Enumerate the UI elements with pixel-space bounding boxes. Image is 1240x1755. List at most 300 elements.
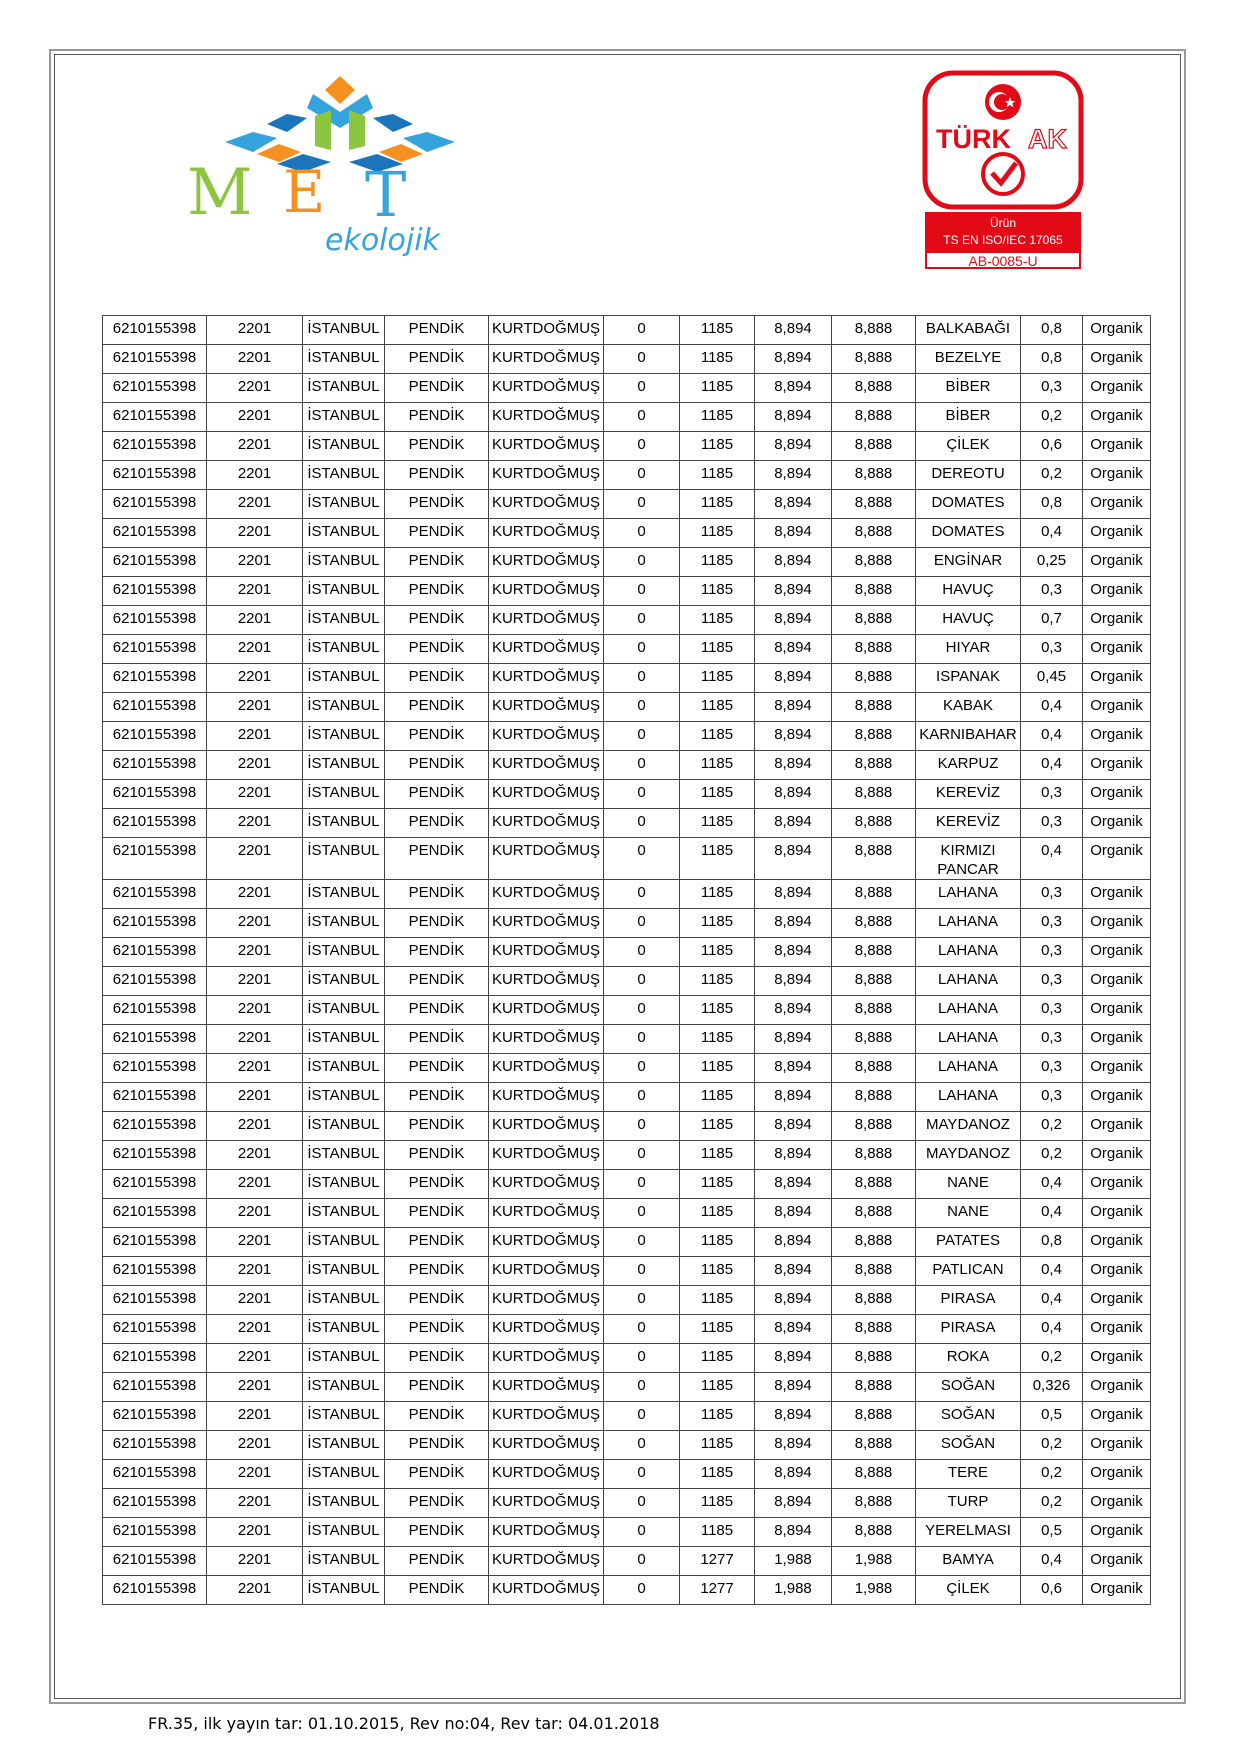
cell-status: Organik <box>1083 374 1151 403</box>
cell-district: PENDİK <box>385 345 489 374</box>
cell-area-a: 8,894 <box>755 1431 832 1460</box>
cell-code: 2201 <box>207 635 303 664</box>
cell-amount: 0,2 <box>1021 403 1083 432</box>
cell-product: LAHANA <box>916 909 1021 938</box>
data-table <box>102 315 1151 1605</box>
cell-value-a: 0 <box>604 938 680 967</box>
cell-area-a: 8,894 <box>755 345 832 374</box>
cell-district: PENDİK <box>385 461 489 490</box>
cell-area-b: 8,888 <box>832 1170 916 1199</box>
cell-product: BALKABAĞI <box>916 316 1021 345</box>
cell-registry-no: 6210155398 <box>103 345 207 374</box>
cell-status: Organik <box>1083 1518 1151 1547</box>
cell-registry-no: 6210155398 <box>103 1518 207 1547</box>
cell-area-a: 8,894 <box>755 403 832 432</box>
cell-value-b: 1185 <box>680 751 755 780</box>
cell-value-b: 1185 <box>680 722 755 751</box>
cell-value-a: 0 <box>604 403 680 432</box>
cell-district: PENDİK <box>385 1170 489 1199</box>
cell-province: İSTANBUL <box>303 403 385 432</box>
cell-area-b: 8,888 <box>832 880 916 909</box>
table-row <box>103 1344 1151 1373</box>
cell-code: 2201 <box>207 664 303 693</box>
cell-product: PIRASA <box>916 1315 1021 1344</box>
cell-registry-no: 6210155398 <box>103 403 207 432</box>
cell-code: 2201 <box>207 1518 303 1547</box>
cell-area-b: 8,888 <box>832 938 916 967</box>
cell-area-b: 8,888 <box>832 1083 916 1112</box>
cell-village: KURTDOĞMUŞ <box>489 1112 604 1141</box>
cell-product: DOMATES <box>916 490 1021 519</box>
cell-village: KURTDOĞMUŞ <box>489 838 604 880</box>
cell-status: Organik <box>1083 967 1151 996</box>
cell-province: İSTANBUL <box>303 316 385 345</box>
cell-registry-no: 6210155398 <box>103 838 207 880</box>
cell-district: PENDİK <box>385 432 489 461</box>
cell-registry-no: 6210155398 <box>103 316 207 345</box>
cell-product: LAHANA <box>916 1083 1021 1112</box>
cell-registry-no: 6210155398 <box>103 1286 207 1315</box>
cell-code: 2201 <box>207 1025 303 1054</box>
cell-code: 2201 <box>207 316 303 345</box>
table-row <box>103 664 1151 693</box>
cell-registry-no: 6210155398 <box>103 1547 207 1576</box>
cell-area-a: 8,894 <box>755 751 832 780</box>
cell-status: Organik <box>1083 1083 1151 1112</box>
cell-code: 2201 <box>207 722 303 751</box>
cell-product: ENGİNAR <box>916 548 1021 577</box>
cell-value-b: 1185 <box>680 938 755 967</box>
cell-registry-no: 6210155398 <box>103 1257 207 1286</box>
cell-province: İSTANBUL <box>303 577 385 606</box>
turkak-line-urun: Ürün <box>989 216 1017 230</box>
cell-area-b: 8,888 <box>832 548 916 577</box>
cell-village: KURTDOĞMUŞ <box>489 880 604 909</box>
cell-area-b: 8,888 <box>832 909 916 938</box>
cell-value-b: 1185 <box>680 461 755 490</box>
cell-district: PENDİK <box>385 635 489 664</box>
cell-value-a: 0 <box>604 1431 680 1460</box>
cell-amount: 0,25 <box>1021 548 1083 577</box>
cell-code: 2201 <box>207 1431 303 1460</box>
cell-village: KURTDOĞMUŞ <box>489 461 604 490</box>
cell-village: KURTDOĞMUŞ <box>489 1576 604 1605</box>
cell-amount: 0,3 <box>1021 880 1083 909</box>
met-logo-word: ekolojik <box>325 223 440 258</box>
cell-amount: 0,4 <box>1021 1257 1083 1286</box>
cell-area-a: 8,894 <box>755 374 832 403</box>
cell-product: DOMATES <box>916 519 1021 548</box>
cell-status: Organik <box>1083 461 1151 490</box>
table-row <box>103 780 1151 809</box>
cell-village: KURTDOĞMUŞ <box>489 1489 604 1518</box>
table-row <box>103 461 1151 490</box>
cell-registry-no: 6210155398 <box>103 577 207 606</box>
cell-value-a: 0 <box>604 1170 680 1199</box>
cell-status: Organik <box>1083 1344 1151 1373</box>
cell-amount: 0,2 <box>1021 1344 1083 1373</box>
cell-village: KURTDOĞMUŞ <box>489 664 604 693</box>
cell-value-a: 0 <box>604 1199 680 1228</box>
cell-area-a: 8,894 <box>755 1518 832 1547</box>
table-row <box>103 490 1151 519</box>
cell-product: DEREOTU <box>916 461 1021 490</box>
cell-amount: 0,3 <box>1021 374 1083 403</box>
cell-amount: 0,5 <box>1021 1402 1083 1431</box>
cell-area-a: 8,894 <box>755 967 832 996</box>
cell-area-a: 8,894 <box>755 1257 832 1286</box>
cell-village: KURTDOĞMUŞ <box>489 780 604 809</box>
table-row <box>103 1025 1151 1054</box>
cell-area-b: 8,888 <box>832 432 916 461</box>
cell-value-b: 1185 <box>680 909 755 938</box>
cell-status: Organik <box>1083 1257 1151 1286</box>
cell-area-b: 8,888 <box>832 809 916 838</box>
cell-district: PENDİK <box>385 967 489 996</box>
cell-registry-no: 6210155398 <box>103 1141 207 1170</box>
cell-code: 2201 <box>207 548 303 577</box>
cell-village: KURTDOĞMUŞ <box>489 519 604 548</box>
cell-area-b: 8,888 <box>832 751 916 780</box>
cell-province: İSTANBUL <box>303 1547 385 1576</box>
turkak-brand-suffix: AK <box>1028 124 1067 154</box>
cell-province: İSTANBUL <box>303 1344 385 1373</box>
cell-code: 2201 <box>207 1489 303 1518</box>
cell-product: TURP <box>916 1489 1021 1518</box>
cell-value-a: 0 <box>604 780 680 809</box>
cell-code: 2201 <box>207 996 303 1025</box>
cell-province: İSTANBUL <box>303 1373 385 1402</box>
table-row <box>103 1170 1151 1199</box>
cell-area-a: 8,894 <box>755 1141 832 1170</box>
cell-amount: 0,3 <box>1021 780 1083 809</box>
cell-status: Organik <box>1083 345 1151 374</box>
cell-province: İSTANBUL <box>303 1286 385 1315</box>
cell-district: PENDİK <box>385 909 489 938</box>
cell-amount: 0,3 <box>1021 635 1083 664</box>
cell-registry-no: 6210155398 <box>103 780 207 809</box>
cell-village: KURTDOĞMUŞ <box>489 1460 604 1489</box>
cell-province: İSTANBUL <box>303 461 385 490</box>
cell-value-b: 1185 <box>680 780 755 809</box>
cell-area-a: 8,894 <box>755 1460 832 1489</box>
cell-district: PENDİK <box>385 938 489 967</box>
cell-registry-no: 6210155398 <box>103 809 207 838</box>
cell-status: Organik <box>1083 1489 1151 1518</box>
cell-village: KURTDOĞMUŞ <box>489 374 604 403</box>
cell-amount: 0,7 <box>1021 606 1083 635</box>
cell-area-b: 8,888 <box>832 461 916 490</box>
cell-registry-no: 6210155398 <box>103 519 207 548</box>
cell-code: 2201 <box>207 1170 303 1199</box>
cell-amount: 0,3 <box>1021 938 1083 967</box>
cell-status: Organik <box>1083 316 1151 345</box>
cell-amount: 0,4 <box>1021 693 1083 722</box>
cell-value-a: 0 <box>604 1228 680 1257</box>
cell-village: KURTDOĞMUŞ <box>489 432 604 461</box>
cell-area-b: 8,888 <box>832 1054 916 1083</box>
cell-status: Organik <box>1083 1315 1151 1344</box>
met-letter-e: E <box>283 158 326 226</box>
cell-registry-no: 6210155398 <box>103 996 207 1025</box>
cell-area-b: 8,888 <box>832 1460 916 1489</box>
cell-product: SOĞAN <box>916 1402 1021 1431</box>
cell-area-b: 8,888 <box>832 1373 916 1402</box>
cell-code: 2201 <box>207 1141 303 1170</box>
cell-district: PENDİK <box>385 722 489 751</box>
cell-status: Organik <box>1083 1373 1151 1402</box>
cell-area-b: 1,988 <box>832 1547 916 1576</box>
cell-value-a: 0 <box>604 1518 680 1547</box>
cell-area-b: 8,888 <box>832 316 916 345</box>
cell-district: PENDİK <box>385 809 489 838</box>
cell-district: PENDİK <box>385 880 489 909</box>
cell-status: Organik <box>1083 1402 1151 1431</box>
cell-district: PENDİK <box>385 1054 489 1083</box>
cell-village: KURTDOĞMUŞ <box>489 577 604 606</box>
table-row <box>103 722 1151 751</box>
cell-code: 2201 <box>207 751 303 780</box>
cell-area-b: 8,888 <box>832 967 916 996</box>
cell-area-a: 8,894 <box>755 1112 832 1141</box>
cell-registry-no: 6210155398 <box>103 664 207 693</box>
cell-product: SOĞAN <box>916 1431 1021 1460</box>
cell-village: KURTDOĞMUŞ <box>489 1228 604 1257</box>
cell-area-a: 8,894 <box>755 909 832 938</box>
cell-district: PENDİK <box>385 1315 489 1344</box>
cell-value-a: 0 <box>604 635 680 664</box>
cell-status: Organik <box>1083 780 1151 809</box>
cell-status: Organik <box>1083 1286 1151 1315</box>
cell-area-a: 8,894 <box>755 809 832 838</box>
cell-code: 2201 <box>207 432 303 461</box>
table-row <box>103 606 1151 635</box>
cell-area-a: 8,894 <box>755 938 832 967</box>
cell-area-a: 8,894 <box>755 1489 832 1518</box>
cell-product: SOĞAN <box>916 1373 1021 1402</box>
table-row <box>103 635 1151 664</box>
cell-product: BAMYA <box>916 1547 1021 1576</box>
cell-product: MAYDANOZ <box>916 1112 1021 1141</box>
cell-code: 2201 <box>207 345 303 374</box>
cell-code: 2201 <box>207 577 303 606</box>
cell-value-a: 0 <box>604 1576 680 1605</box>
cell-status: Organik <box>1083 909 1151 938</box>
table-row <box>103 880 1151 909</box>
cell-province: İSTANBUL <box>303 1460 385 1489</box>
cell-area-b: 8,888 <box>832 1112 916 1141</box>
table-row <box>103 403 1151 432</box>
cell-province: İSTANBUL <box>303 1228 385 1257</box>
cell-province: İSTANBUL <box>303 345 385 374</box>
cell-amount: 0,3 <box>1021 809 1083 838</box>
cell-product: KARPUZ <box>916 751 1021 780</box>
cell-value-b: 1185 <box>680 1083 755 1112</box>
cell-area-a: 8,894 <box>755 519 832 548</box>
cell-area-b: 8,888 <box>832 722 916 751</box>
cell-amount: 0,4 <box>1021 1286 1083 1315</box>
cell-registry-no: 6210155398 <box>103 1112 207 1141</box>
cell-area-a: 8,894 <box>755 548 832 577</box>
cell-value-b: 1277 <box>680 1576 755 1605</box>
cell-province: İSTANBUL <box>303 635 385 664</box>
cell-district: PENDİK <box>385 664 489 693</box>
cell-status: Organik <box>1083 1112 1151 1141</box>
cell-area-a: 8,894 <box>755 838 832 880</box>
cell-value-a: 0 <box>604 461 680 490</box>
cell-district: PENDİK <box>385 1489 489 1518</box>
cell-code: 2201 <box>207 838 303 880</box>
cell-code: 2201 <box>207 780 303 809</box>
table-row <box>103 1518 1151 1547</box>
cell-value-b: 1185 <box>680 967 755 996</box>
table-row <box>103 838 1151 880</box>
cell-area-a: 8,894 <box>755 693 832 722</box>
cell-value-b: 1185 <box>680 1054 755 1083</box>
cell-amount: 0,6 <box>1021 432 1083 461</box>
cell-value-b: 1185 <box>680 1373 755 1402</box>
cell-registry-no: 6210155398 <box>103 1402 207 1431</box>
cell-village: KURTDOĞMUŞ <box>489 1344 604 1373</box>
cell-value-a: 0 <box>604 548 680 577</box>
cell-province: İSTANBUL <box>303 1315 385 1344</box>
cell-province: İSTANBUL <box>303 1170 385 1199</box>
cell-registry-no: 6210155398 <box>103 1083 207 1112</box>
cell-amount: 0,3 <box>1021 1054 1083 1083</box>
cell-amount: 0,3 <box>1021 1025 1083 1054</box>
cell-registry-no: 6210155398 <box>103 693 207 722</box>
cell-district: PENDİK <box>385 1431 489 1460</box>
cell-product: HAVUÇ <box>916 606 1021 635</box>
cell-product: LAHANA <box>916 880 1021 909</box>
cell-amount: 0,3 <box>1021 1083 1083 1112</box>
cell-registry-no: 6210155398 <box>103 1489 207 1518</box>
cell-area-b: 8,888 <box>832 490 916 519</box>
cell-registry-no: 6210155398 <box>103 432 207 461</box>
turkak-line-standard: TS EN ISO/IEC 17065 <box>943 233 1063 247</box>
cell-value-b: 1185 <box>680 809 755 838</box>
table-row <box>103 577 1151 606</box>
cell-code: 2201 <box>207 519 303 548</box>
cell-area-b: 8,888 <box>832 780 916 809</box>
cell-product: BEZELYE <box>916 345 1021 374</box>
cell-value-a: 0 <box>604 606 680 635</box>
table-row <box>103 374 1151 403</box>
cell-district: PENDİK <box>385 1576 489 1605</box>
cell-status: Organik <box>1083 1170 1151 1199</box>
cell-amount: 0,8 <box>1021 1228 1083 1257</box>
cell-area-a: 8,894 <box>755 1025 832 1054</box>
cell-value-b: 1185 <box>680 316 755 345</box>
cell-village: KURTDOĞMUŞ <box>489 635 604 664</box>
cell-district: PENDİK <box>385 490 489 519</box>
cell-code: 2201 <box>207 1083 303 1112</box>
cell-value-b: 1185 <box>680 374 755 403</box>
cell-amount: 0,3 <box>1021 577 1083 606</box>
cell-value-b: 1277 <box>680 1547 755 1576</box>
cell-status: Organik <box>1083 519 1151 548</box>
cell-province: İSTANBUL <box>303 780 385 809</box>
table-row <box>103 1228 1151 1257</box>
cell-area-a: 8,894 <box>755 461 832 490</box>
cell-code: 2201 <box>207 1315 303 1344</box>
cell-value-a: 0 <box>604 1402 680 1431</box>
cell-registry-no: 6210155398 <box>103 490 207 519</box>
cell-status: Organik <box>1083 606 1151 635</box>
cell-area-b: 8,888 <box>832 838 916 880</box>
cell-value-b: 1185 <box>680 1199 755 1228</box>
cell-village: KURTDOĞMUŞ <box>489 1286 604 1315</box>
cell-village: KURTDOĞMUŞ <box>489 1257 604 1286</box>
cell-area-a: 8,894 <box>755 664 832 693</box>
cell-village: KURTDOĞMUŞ <box>489 1402 604 1431</box>
cell-area-a: 8,894 <box>755 1344 832 1373</box>
cell-value-b: 1185 <box>680 1257 755 1286</box>
turkak-accreditation-logo <box>922 70 1084 270</box>
cell-value-a: 0 <box>604 880 680 909</box>
cell-village: KURTDOĞMUŞ <box>489 1315 604 1344</box>
cell-province: İSTANBUL <box>303 722 385 751</box>
cell-code: 2201 <box>207 1373 303 1402</box>
cell-code: 2201 <box>207 693 303 722</box>
cell-status: Organik <box>1083 938 1151 967</box>
cell-village: KURTDOĞMUŞ <box>489 316 604 345</box>
cell-amount: 0,4 <box>1021 1315 1083 1344</box>
cell-status: Organik <box>1083 548 1151 577</box>
cell-status: Organik <box>1083 1547 1151 1576</box>
data-table-body <box>103 316 1151 1605</box>
cell-value-a: 0 <box>604 722 680 751</box>
cell-amount: 0,4 <box>1021 722 1083 751</box>
cell-area-b: 8,888 <box>832 345 916 374</box>
cell-village: KURTDOĞMUŞ <box>489 490 604 519</box>
cell-value-b: 1185 <box>680 693 755 722</box>
cell-value-a: 0 <box>604 432 680 461</box>
cell-product: KARNIBAHAR <box>916 722 1021 751</box>
cell-village: KURTDOĞMUŞ <box>489 548 604 577</box>
cell-amount: 0,5 <box>1021 1518 1083 1547</box>
cell-province: İSTANBUL <box>303 1576 385 1605</box>
cell-amount: 0,2 <box>1021 461 1083 490</box>
cell-value-a: 0 <box>604 967 680 996</box>
cell-value-a: 0 <box>604 519 680 548</box>
cell-province: İSTANBUL <box>303 838 385 880</box>
cell-value-b: 1185 <box>680 1460 755 1489</box>
cell-value-b: 1185 <box>680 548 755 577</box>
table-row <box>103 938 1151 967</box>
cell-area-a: 8,894 <box>755 1402 832 1431</box>
cell-district: PENDİK <box>385 316 489 345</box>
cell-product: LAHANA <box>916 938 1021 967</box>
cell-area-b: 8,888 <box>832 519 916 548</box>
cell-value-b: 1185 <box>680 880 755 909</box>
cell-status: Organik <box>1083 809 1151 838</box>
cell-product: PIRASA <box>916 1286 1021 1315</box>
table-row <box>103 1489 1151 1518</box>
cell-village: KURTDOĞMUŞ <box>489 751 604 780</box>
cell-village: KURTDOĞMUŞ <box>489 967 604 996</box>
cell-amount: 0,4 <box>1021 1547 1083 1576</box>
cell-province: İSTANBUL <box>303 751 385 780</box>
cell-status: Organik <box>1083 751 1151 780</box>
table-row <box>103 345 1151 374</box>
cell-status: Organik <box>1083 403 1151 432</box>
cell-amount: 0,8 <box>1021 316 1083 345</box>
cell-village: KURTDOĞMUŞ <box>489 1025 604 1054</box>
cell-province: İSTANBUL <box>303 880 385 909</box>
cell-amount: 0,4 <box>1021 519 1083 548</box>
cell-village: KURTDOĞMUŞ <box>489 938 604 967</box>
